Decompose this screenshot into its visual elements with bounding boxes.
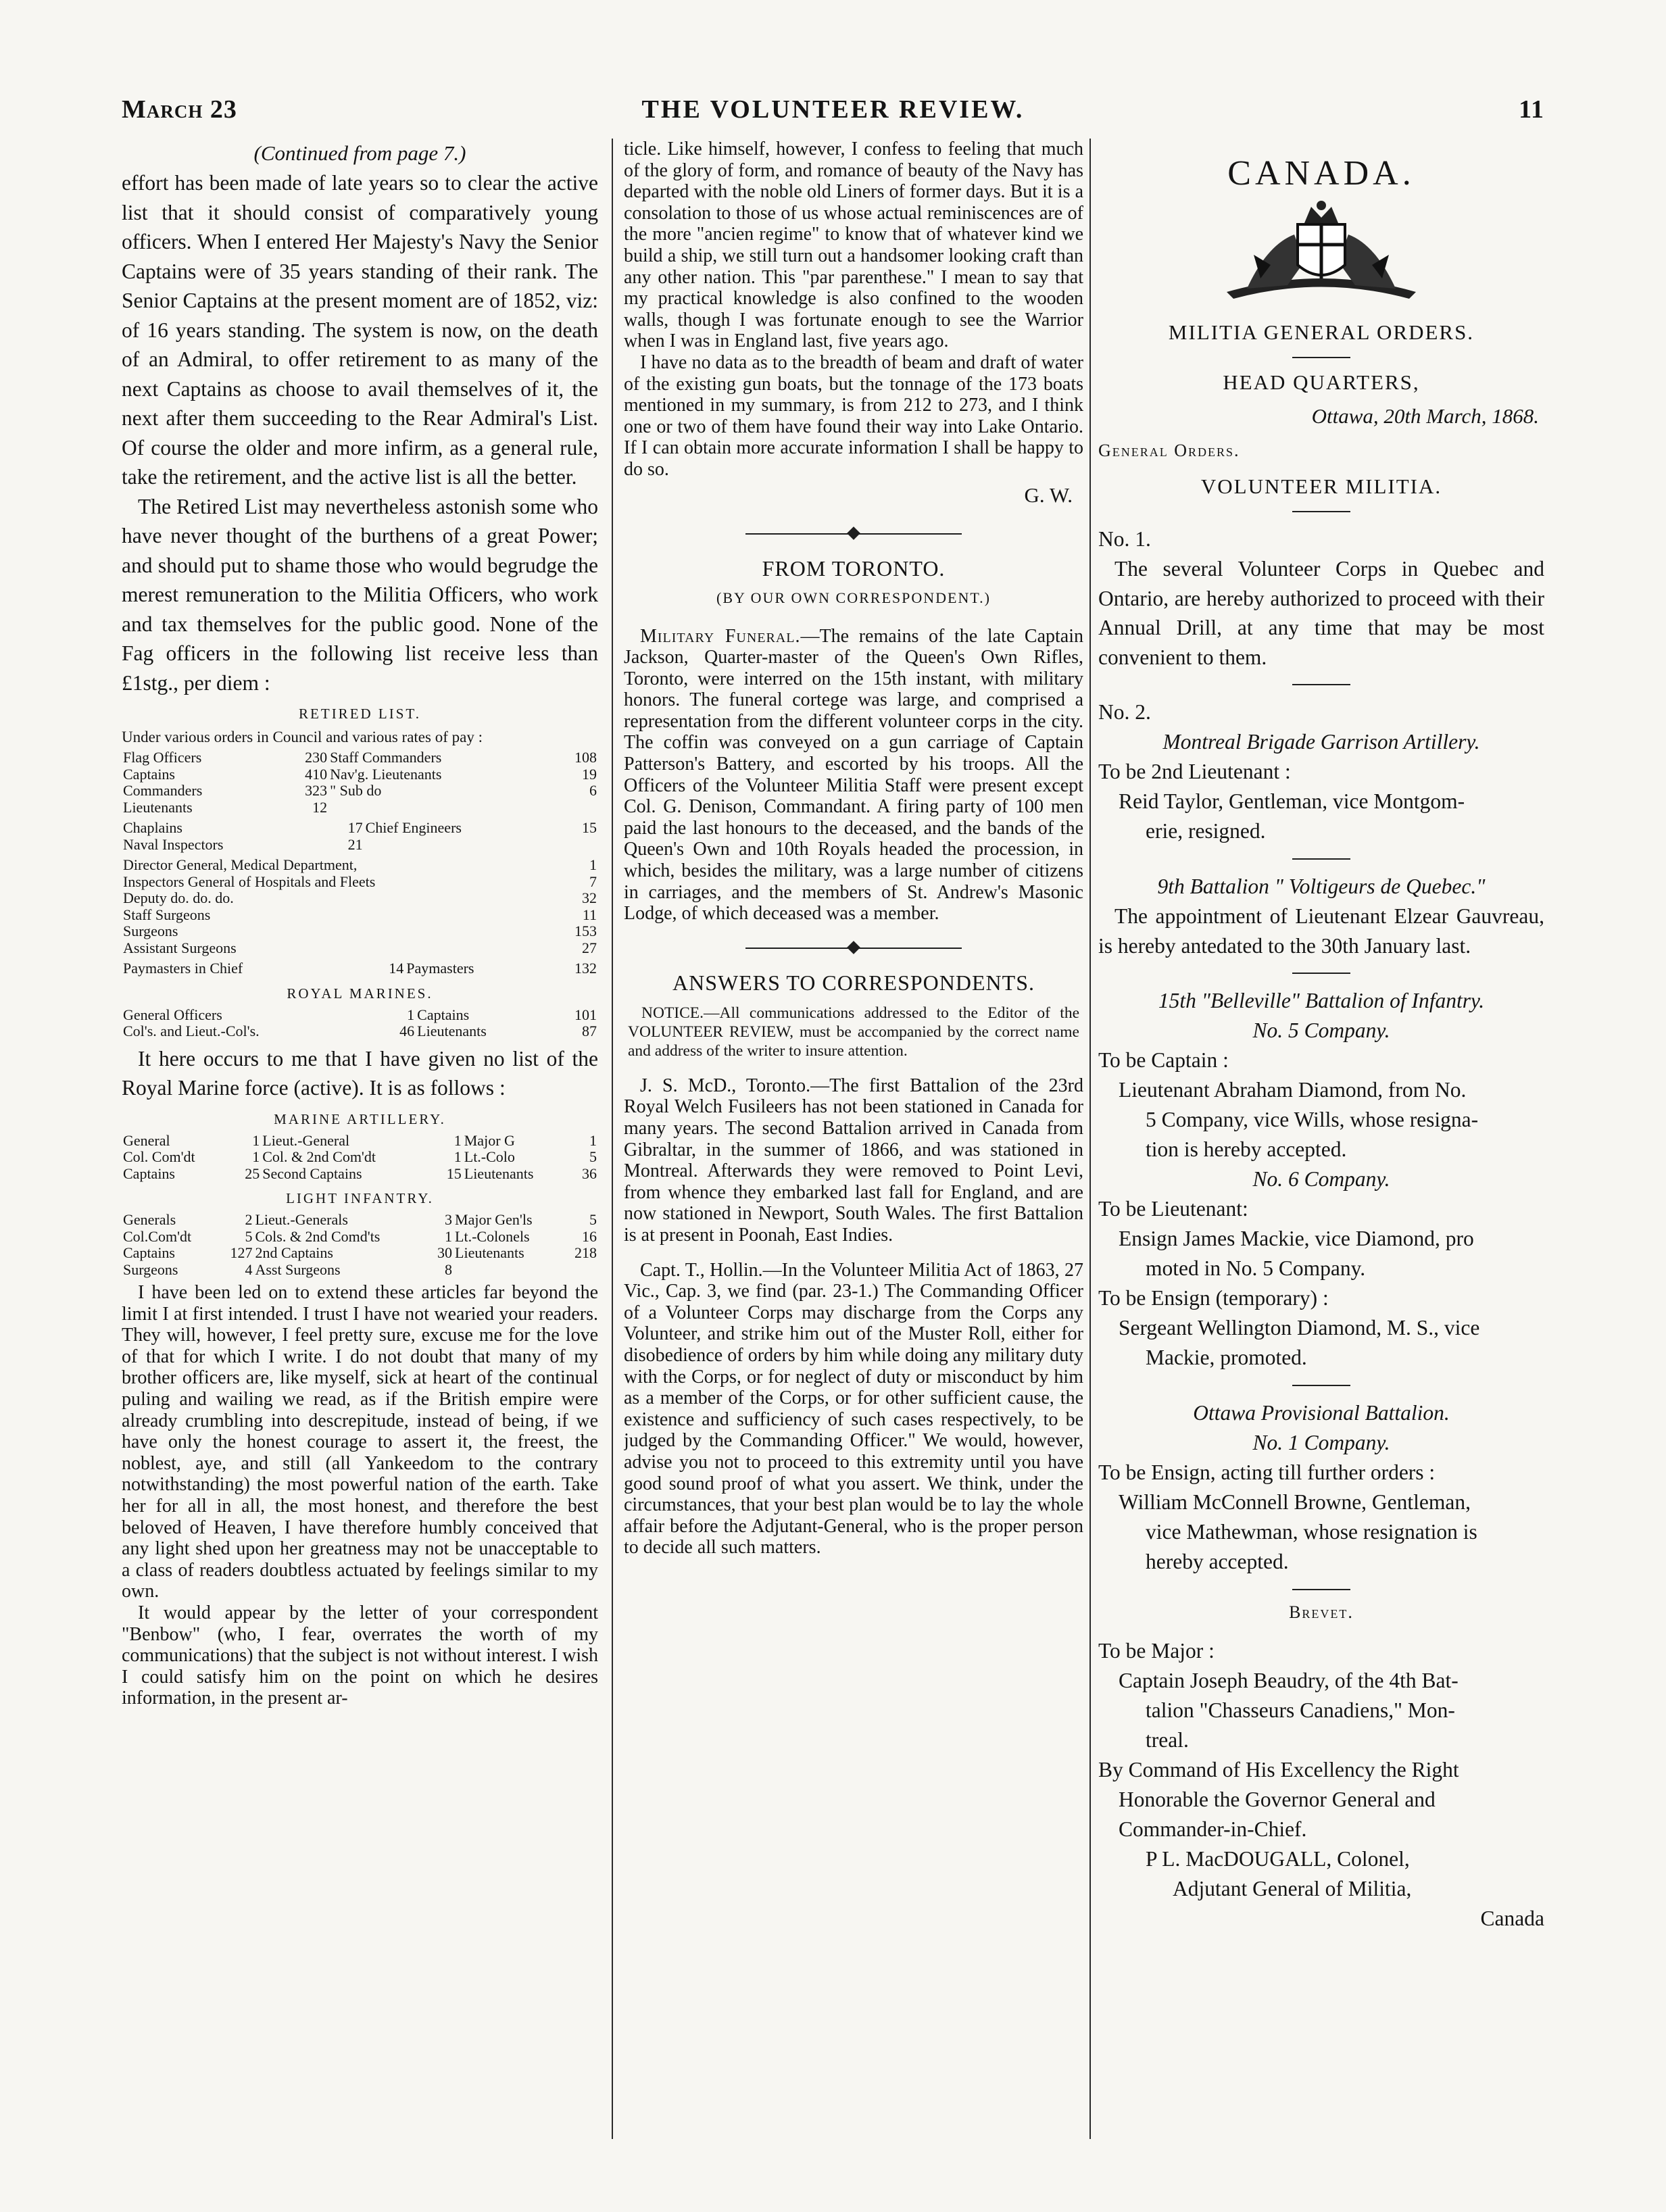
table-cell: 36 <box>582 1164 597 1182</box>
article-paragraph: I have no data as to the breadth of beam and draft of water of the existing gun boats, but the tonnage of the 173 boats mentioned in my summary, is from 212 to 273, and I think one or two of them have found their way into Lake Ontario. If I can obtain more accurate information I shall be happy to do so. <box>624 351 1083 480</box>
table-cell: Flag Officers <box>123 749 202 766</box>
table-cell: 230 <box>305 749 328 766</box>
answer-paragraph: Capt. T., Hollin.—In the Volunteer Militia Act of 1863, 27 Vic., Cap. 3, we find (par. 23-1.) The Commanding Officer of a Volunteer Corps may discharge from the Corps any Volunteer, and strike him out of the Muster Roll, either for disobedience of orders by him while doing any military duty with the Corps, or for neglect of duty or misconduct by him as a member of the Corps, or for other sufficient cause, the existence and sufficiency of such cases respectively, to be judged by the Commanding Officer." We would, however, advise you not to proceed to this extremity until you have good sound proof of what you assert. We think, under the circumstances, that your best plan would be to lay the whole affair before the Adjutant-General, who is the proper person to decide all such matters. <box>624 1259 1083 1558</box>
table-row <box>122 857 598 874</box>
table-cell: 8 <box>445 1260 453 1278</box>
article-paragraph: It here occurs to me that I have given no list of the Royal Marine force (active). It is as follows : <box>122 1046 598 1100</box>
corps-heading: 9th Battalion " Voltigeurs de Quebec." <box>1157 875 1486 898</box>
table-row <box>122 1133 598 1150</box>
short-rule <box>1292 973 1350 974</box>
table-cell: Captains <box>123 1244 175 1261</box>
appointment-line: Sergeant Wellington Diamond, M. S., vice <box>1119 1316 1480 1340</box>
volunteer-militia-heading: VOLUNTEER MILITIA. <box>1200 474 1442 498</box>
page-number: 11 <box>1519 95 1544 124</box>
table-row <box>122 907 598 924</box>
order-text: The several Volunteer Corps in Quebec and Ontario, are hereby authorized to proceed with their Annual Drill, at any time that may be most convenient to them. <box>1098 557 1544 669</box>
table-cell: 132 <box>574 960 597 977</box>
appointment-rank: To be Lieutenant: <box>1098 1197 1248 1221</box>
table-cell: Cols. & 2nd Comd'ts <box>255 1227 381 1245</box>
table-cell <box>549 800 598 816</box>
table-cell: 1 <box>589 856 597 873</box>
order-number: No. 1. <box>1098 527 1151 551</box>
company-heading: No. 5 Company. <box>1252 1018 1390 1042</box>
short-rule <box>1292 1589 1350 1590</box>
table-row <box>122 820 598 837</box>
table-cell: Director General, Medical Department, <box>123 856 358 873</box>
marine-artillery-table <box>122 1133 598 1183</box>
correspondent-byline: (BY OUR OWN CORRESPONDENT.) <box>716 589 991 606</box>
table-cell: Surgeons <box>123 1260 178 1278</box>
short-rule <box>1292 1385 1350 1386</box>
corps-heading: 15th "Belleville" Battalion of Infantry. <box>1158 989 1485 1012</box>
issue-date: March 23 <box>122 95 237 124</box>
table-cell <box>454 1262 564 1279</box>
table-cell: 7 <box>589 872 597 890</box>
head-quarters: HEAD QUARTERS, <box>1223 370 1420 394</box>
table-cell: 5 <box>589 1211 597 1228</box>
table-cell: 6 <box>589 782 597 799</box>
article-paragraph: The Retired List may nevertheless astonish some who have never thought of the burthens of a great Power; and should put to shame those who would begrudge the merest remuneration to the Militia Officers, who work and tax themselves for the public good. None of the Fag officers in the following list receive less than £1stg., per diem : <box>122 494 598 695</box>
retired-list-table <box>122 749 598 816</box>
table-row <box>122 766 598 783</box>
section-divider <box>624 935 1083 961</box>
table-row <box>122 837 598 854</box>
table-cell: 12 <box>312 798 328 816</box>
table-cell: Lieutenants <box>455 1244 524 1261</box>
appointment-rank: To be Captain : <box>1098 1048 1229 1072</box>
column-right <box>1098 139 1544 2153</box>
paymasters-table <box>122 960 598 977</box>
marine-artillery-heading: MARINE ARTILLERY. <box>274 1110 446 1127</box>
table-cell: 1 <box>252 1131 260 1149</box>
appointment-rank: To be Ensign, acting till further orders : <box>1098 1460 1436 1484</box>
signature-line: Adjutant General of Militia, <box>1173 1877 1412 1900</box>
command-line: Commander-in-Chief. <box>1119 1817 1307 1841</box>
coat-of-arms-icon <box>1098 197 1544 305</box>
table-row <box>122 1166 598 1183</box>
table-cell: 21 <box>347 835 363 853</box>
appointment-rank: To be 2nd Lieutenant : <box>1098 760 1291 783</box>
corps-heading: Montreal Brigade Garrison Artillery. <box>1162 730 1480 754</box>
short-rule <box>1292 858 1350 860</box>
table-cell: 410 <box>305 765 328 783</box>
table-row <box>122 1262 598 1279</box>
retired-list-single-table <box>122 857 598 956</box>
appointment-rank: To be Ensign (temporary) : <box>1098 1286 1329 1310</box>
table-cell: 108 <box>574 749 597 766</box>
table-cell: 1 <box>445 1227 453 1245</box>
table-row <box>122 890 598 907</box>
appointment-line: Reid Taylor, Gentleman, vice Montgom- <box>1119 789 1465 813</box>
article-paragraph: effort has been made of late years so to clear the active list that it should consist of comparatively young officers. When I entered Her Majesty's Navy the Senior Captains were of 35 years standing of their rank. The Senior Captains at the present moment are of 1852, viz: of 16 years standing. The system is now, on the death of an Admiral, to offer retirement to as many of the next Captains as choose to avail themselves of it, the next after them succeeding to the Rear Admiral's List. Of course the older and more infirm, as a general rule, take the retirement, and the active list is all the better. <box>122 171 598 489</box>
table-cell: 1 <box>589 1131 597 1149</box>
brevet-heading: Brevet. <box>1289 1602 1354 1622</box>
table-row <box>122 749 598 766</box>
appointment-line: moted in No. 5 Company. <box>1146 1256 1366 1280</box>
table-cell: Col.Com'dt <box>123 1227 192 1245</box>
table-cell: " Sub do <box>330 782 382 799</box>
table-cell: Generals <box>123 1211 176 1228</box>
table-cell: 323 <box>305 782 328 799</box>
table-cell: Lieut.-General <box>262 1131 350 1149</box>
table-cell: 153 <box>574 923 597 939</box>
hq-date: Ottawa, 20th March, 1868. <box>1311 404 1539 428</box>
table-cell: Nav'g. Lieutenants <box>330 765 442 783</box>
table-cell: 127 <box>230 1244 253 1261</box>
table-cell: 218 <box>574 1244 597 1261</box>
table-cell: Col. & 2nd Com'dt <box>262 1148 376 1165</box>
table-row <box>122 940 598 957</box>
toronto-heading: FROM TORONTO. <box>762 556 946 581</box>
table-cell: Chaplains <box>123 819 182 836</box>
appointment-line: talion "Chasseurs Canadiens," Mon- <box>1146 1698 1455 1722</box>
table-cell: General <box>123 1131 170 1149</box>
table-cell: Lt.-Colonels <box>455 1227 530 1245</box>
article-paragraph: I have been led on to extend these articles far beyond the limit I at first intended. I trust I have not wearied your readers. They will, however, I feel pretty sure, excuse me for the love of that for which I write. I do not doubt that many of my brother officers are, like myself, sick at heart of the continual puling and wailing we read, as if the British empire were already crumbling into descrepitude, instead of being, if we have only the honest courage to assert it, the freest, the noblest, aye, and still (all Yankeedom to the contrary notwithstanding) the most powerful nation of the earth. Take her for all in all, the most honest, and therefore the best beloved of Heaven, I have therefore humbly conceived that any light shed upon her greatness may not be unacceptable to a class of readers doubtless actuated by feelings similar to my own. <box>122 1282 598 1602</box>
table-cell <box>564 1262 598 1279</box>
light-infantry-heading: LIGHT INFANTRY. <box>286 1190 434 1206</box>
corps-heading: Ottawa Provisional Battalion. <box>1193 1401 1450 1425</box>
newspaper-title: THE VOLUNTEER REVIEW. <box>641 95 1025 124</box>
command-line: Honorable the Governor General and <box>1119 1788 1436 1811</box>
table-cell: 1 <box>454 1148 462 1165</box>
table-cell: 2nd Captains <box>255 1244 333 1261</box>
table-row <box>122 1229 598 1246</box>
continued-note: (Continued from page 7.) <box>253 141 466 165</box>
appointment-line: treal. <box>1146 1728 1189 1752</box>
table-cell: General Officers <box>123 1006 222 1023</box>
short-rule <box>1292 511 1350 512</box>
table-cell: Paymasters in Chief <box>123 960 243 977</box>
table-cell: Second Captains <box>262 1164 362 1182</box>
article-paragraph: ticle. Like himself, however, I confess to feeling that much of the glory of form, and romance of beauty of the Navy has departed with the noble old Liners of former days. But it is a consolation to those of us whose actual reminiscences are of the more "ancien regime" to know that of whatever kind we build a ship, we still turn out a handsomer looking craft than any other nation. This "par parenthese." I mean to say that my practical knowledge is also confined to the wooden walls, though I was fortunate enough to see the Warrior when I was in England last, five years ago. <box>624 139 1083 352</box>
table-row <box>122 1245 598 1262</box>
appointment-rank: To be Major : <box>1098 1639 1215 1663</box>
table-cell <box>563 837 598 854</box>
table-cell: 1 <box>252 1148 260 1165</box>
retired-list-intro: Under various orders in Council and various rates of pay : <box>122 729 483 745</box>
table-cell: Major G <box>464 1131 515 1149</box>
short-rule <box>1292 357 1350 358</box>
table-cell: 30 <box>437 1244 453 1261</box>
table-cell: Captains <box>123 765 175 783</box>
table-cell: Commanders <box>123 782 203 799</box>
table-cell: Surgeons <box>123 923 178 939</box>
appointment-line: erie, resigned. <box>1146 819 1266 843</box>
order-text: The appointment of Lieutenant Elzear Gauvreau, is hereby antedated to the 30th January last. <box>1098 904 1544 958</box>
column-middle <box>624 139 1083 2153</box>
table-cell: 25 <box>245 1164 260 1182</box>
table-cell: Col. Com'dt <box>123 1148 195 1165</box>
page-header <box>122 89 1544 130</box>
table-cell: Inspectors General of Hospitals and Fleets <box>123 872 376 890</box>
funeral-lead: Military Funeral. <box>640 625 801 647</box>
table-cell: Asst Surgeons <box>255 1260 341 1278</box>
table-cell: Chief Engineers <box>365 819 462 836</box>
table-cell: Col's. and Lieut.-Col's. <box>123 1023 260 1039</box>
general-orders-label: General Orders. <box>1098 441 1240 460</box>
article-signature: G. W. <box>1024 483 1073 507</box>
table-cell: 87 <box>582 1023 597 1039</box>
table-cell: Paymasters <box>406 960 474 977</box>
table-cell: 27 <box>582 939 597 956</box>
appointment-line: Captain Joseph Beaudry, of the 4th Bat- <box>1119 1669 1459 1692</box>
table-cell: Lieutenants <box>123 798 193 816</box>
column-rule-1 <box>612 139 613 2139</box>
table-cell: 14 <box>389 960 404 977</box>
table-cell: 3 <box>445 1211 453 1228</box>
funeral-text: —The remains of the late Captain Jackson, Quarter-master of the Queen's Own Rifles, Toronto, were interred on the 15th instant, with military honors. The funeral cortege was large, and comprised a representation from the different volunteer corps in the city. The coffin was conveyed on a gun carriage of Captain Patterson's Battery, and escorted by his troops. All the Officers of the Volunteer Militia Staff were present except Col. G. Denison, Commandant. A firing party of 100 men paid the last honours to the deceased, and the bands of the Queen's Own and 10th Royals headed the procession, in which, besides the military, was a large number of citizens in carriages, and the members of St. Andrew's Masonic Lodge, of which deceased was a member. <box>624 625 1083 925</box>
article-paragraph: It would appear by the letter of your correspondent "Benbow" (who, I fear, overrates the worth of my communications) that the subject is not without interest. I wish I could satisfy him on the point on which he desires information, in the present ar- <box>122 1602 598 1709</box>
section-divider <box>624 521 1083 547</box>
table-cell: 1 <box>454 1131 462 1149</box>
table-cell: Deputy do. do. do. <box>123 889 234 906</box>
table-cell: 101 <box>574 1006 597 1023</box>
table-cell: Lieut.-Generals <box>255 1211 348 1228</box>
appointment-line: hereby accepted. <box>1146 1550 1289 1573</box>
table-cell <box>328 800 549 816</box>
table-row <box>122 1007 598 1024</box>
table-row <box>122 1023 598 1040</box>
table-cell: 17 <box>347 819 363 836</box>
table-cell: Captains <box>123 1164 175 1182</box>
appointment-line: tion is hereby accepted. <box>1146 1137 1347 1161</box>
table-row <box>122 800 598 816</box>
table-cell: 46 <box>399 1023 415 1039</box>
appointment-line: William McConnell Browne, Gentleman, <box>1119 1490 1471 1514</box>
appointment-line: Ensign James Mackie, vice Diamond, pro <box>1119 1227 1474 1250</box>
table-row <box>122 1212 598 1229</box>
table-cell: Naval Inspectors <box>123 835 224 853</box>
table-cell: Major Gen'ls <box>455 1211 533 1228</box>
table-cell: 1 <box>407 1006 415 1023</box>
answer-paragraph: J. S. McD., Toronto.—The first Battalion of the 23rd Royal Welch Fusileers has not been stationed in Canada for many years. The second Battalion arrived in Canada from Gibraltar, in the summer of 1866, and was stationed in Montreal. Afterwards they were removed to Point Levi, from whence they embarked last fall for England, and are now stationed in Newport, South Wales. The first Battalion is at present in Poonah, East Indies. <box>624 1075 1083 1246</box>
appointment-line: 5 Company, vice Wills, whose resigna- <box>1146 1108 1479 1131</box>
table-cell: 32 <box>582 889 597 906</box>
table-cell: Staff Commanders <box>330 749 442 766</box>
editor-notice: NOTICE.—All communications addressed to the Editor of the VOLUNTEER REVIEW, must be accompanied by the correct name and address of the writer to insure attention. <box>628 1004 1079 1060</box>
table-cell: 15 <box>446 1164 462 1182</box>
company-heading: No. 1 Company. <box>1252 1431 1390 1454</box>
table-cell: 19 <box>582 765 597 783</box>
light-infantry-table <box>122 1212 598 1278</box>
table-cell: Captains <box>417 1006 470 1023</box>
command-line: By Command of His Excellency the Right <box>1098 1758 1459 1781</box>
table-cell: Lt.-Colo <box>464 1148 515 1165</box>
table-cell: Assistant Surgeons <box>123 939 237 956</box>
appointment-line: vice Mathewman, whose resignation is <box>1146 1520 1477 1544</box>
militia-general-orders: MILITIA GENERAL ORDERS. <box>1168 320 1475 344</box>
table-cell: Staff Surgeons <box>123 906 211 923</box>
table-cell: 11 <box>582 906 597 923</box>
appointment-line: Mackie, promoted. <box>1146 1346 1307 1369</box>
table-cell: 15 <box>582 819 597 836</box>
table-row <box>122 783 598 800</box>
table-cell: 2 <box>245 1211 253 1228</box>
table-row <box>122 1149 598 1166</box>
signature-line: Canada <box>1480 1907 1544 1930</box>
table-cell: Lieutenants <box>417 1023 487 1039</box>
royal-marines-table <box>122 1007 598 1040</box>
table-cell: 5 <box>589 1148 597 1165</box>
canada-heading: CANADA. <box>1227 154 1415 193</box>
table-cell: 16 <box>582 1227 597 1245</box>
table-cell: 5 <box>245 1227 253 1245</box>
short-rule <box>1292 684 1350 685</box>
column-rule-2 <box>1089 139 1091 2139</box>
table-row <box>122 960 598 977</box>
company-heading: No. 6 Company. <box>1252 1167 1390 1191</box>
signature-line: P L. MacDOUGALL, Colonel, <box>1146 1847 1410 1871</box>
funeral-paragraph <box>624 626 1083 925</box>
table-row <box>122 923 598 940</box>
appointment-line: Lieutenant Abraham Diamond, from No. <box>1119 1078 1467 1102</box>
answers-heading: ANSWERS TO CORRESPONDENTS. <box>672 970 1035 995</box>
column-left <box>122 139 598 2153</box>
retired-list-table-2 <box>122 820 598 853</box>
royal-marines-heading: ROYAL MARINES. <box>287 985 433 1002</box>
table-cell <box>364 837 563 854</box>
retired-list-heading: RETIRED LIST. <box>299 706 421 722</box>
order-number: No. 2. <box>1098 700 1151 724</box>
table-cell: Lieutenants <box>464 1164 534 1182</box>
table-cell: 4 <box>245 1260 253 1278</box>
table-row <box>122 874 598 891</box>
